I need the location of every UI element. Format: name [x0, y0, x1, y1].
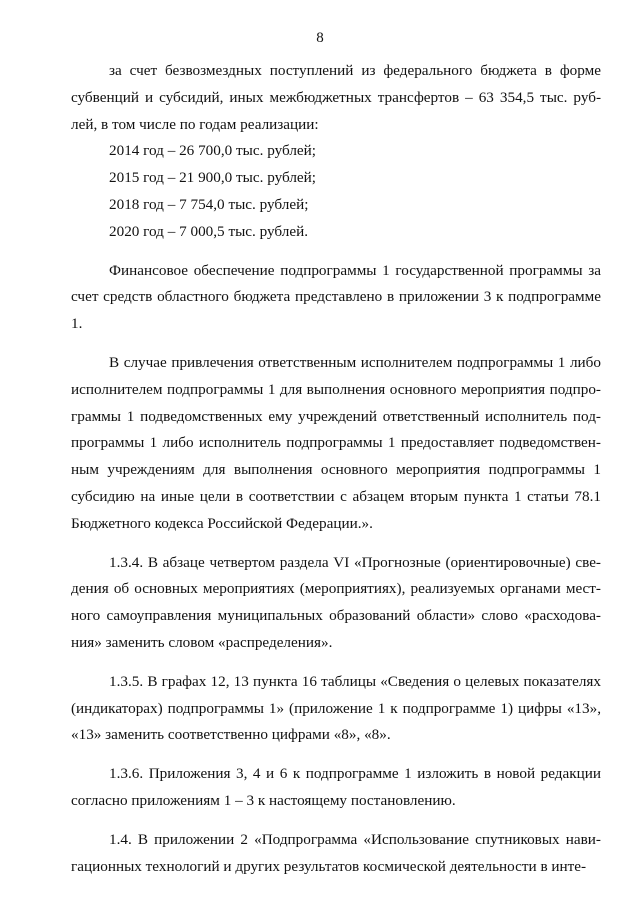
paragraph-1-3-5: 1.3.5. В графах 12, 13 пункта 16 таблицы «Сведения о целевых показателях (индикаторах) подпрограммы 1» (приложение 1 к подпрограмме 1) цифры «13», «13» заменить соответственно цифрами «8», «8». [71, 672, 601, 744]
year-line-2015: 2015 год – 21 900,0 тыс. рублей; [109, 169, 317, 187]
document-body [71, 58, 601, 880]
paragraph-subsidy: В случае привлечения ответственным исполнителем подпрограммы 1 либо исполнителем подпрограммы 1 для выполнения основного мероприятия подпро-граммы 1 подведомственных ему учреждений ответственный исполнитель под-программы 1 либо исполнитель подпрограммы 1 предоставляет подведомствен-ным учреждениям для выполнения основного мероприятия подпрограммы 1 субсидию на иные цели в соответствии с абзацем вторым пункта 1 статьи 78.1 Бюджетного кодекса Российской Федерации.». [71, 353, 601, 532]
year-line-2018: 2018 год – 7 754,0 тыс. рублей; [109, 195, 309, 213]
year-line-2014: 2014 год – 26 700,0 тыс. рублей; [109, 142, 317, 160]
paragraph-federal-funding: за счет безвозмездных поступлений из федерального бюджета в форме субвенций и субсидий, иных межбюджетных трансфертов – 63 354,5 тыс. руб-лей, в том числе по годам реализации: [71, 62, 601, 133]
page-number: 8 [316, 30, 324, 46]
paragraph-1-3-4: 1.3.4. В абзаце четвертом раздела VI «Прогнозные (ориентировочные) све-дения об основных мероприятиях (мероприятиях), реализуемых органами мест-ного самоуправления муниципальных образований области» слово «расходова-ния» заменить словом «распределения». [71, 553, 601, 651]
paragraph-regional-funding: Финансовое обеспечение подпрограммы 1 государственной программы за счет средств областного бюджета представлено в приложении 3 к подпрограмме 1. [71, 261, 601, 333]
paragraph-1-3-6: 1.3.6. Приложения 3, 4 и 6 к подпрограмме 1 изложить в новой редакции согласно приложениям 1 – 3 к настоящему постановлению. [71, 765, 601, 809]
paragraph-1-4: 1.4. В приложении 2 «Подпрограмма «Использование спутниковых нави-гационных технологий и других результатов космической деятельности в инте- [71, 830, 601, 875]
year-line-2020: 2020 год – 7 000,5 тыс. рублей. [109, 222, 309, 240]
